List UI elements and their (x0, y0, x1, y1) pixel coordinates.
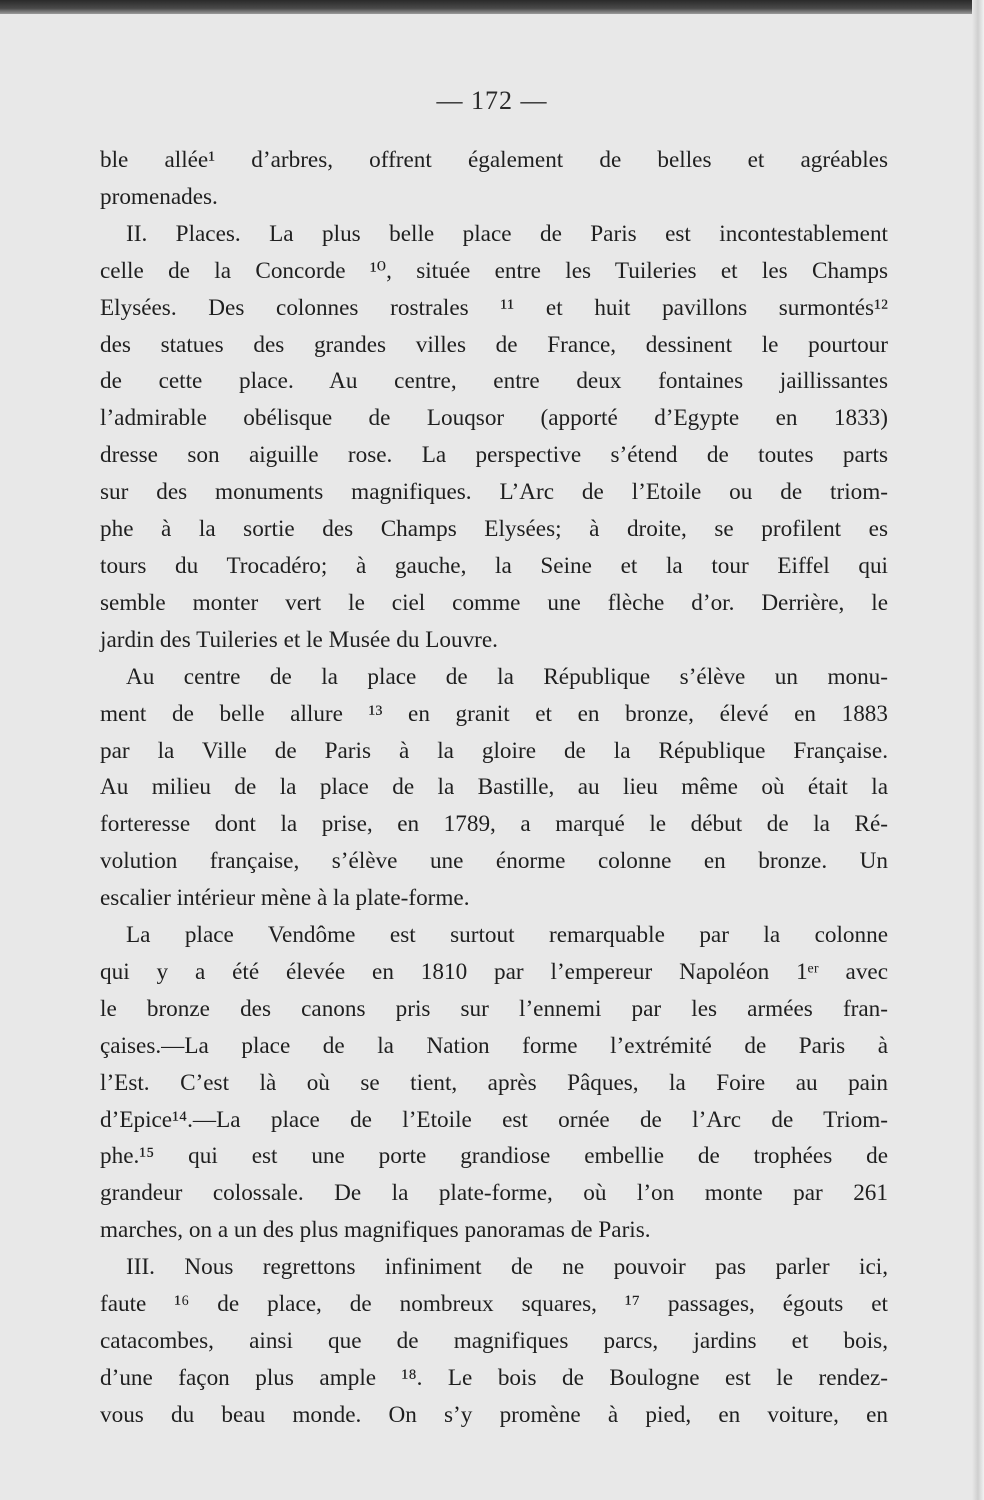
text-line: phe.¹⁵ qui est une porte grandiose embellie de trophées de (100, 1143, 888, 1170)
text-line: escalier intérieur mène à la plate-forme. (100, 885, 470, 912)
text-line: de cette place. Au centre, entre deux fontaines jaillissantes (100, 368, 888, 395)
paragraph (100, 142, 888, 216)
paragraph (100, 1249, 888, 1434)
text-line: ment de belle allure ¹³ en granit et en bronze, élevé en 1883 (100, 700, 888, 727)
text-line: Elysées. Des colonnes rostrales ¹¹ et huit pavillons surmontés¹² (100, 294, 888, 321)
text-line: tours du Trocadéro; à gauche, la Seine et la tour Eiffel qui (100, 552, 888, 579)
text-line: l’Est. C’est là où se tient, après Pâques, la Foire au pain (100, 1069, 888, 1096)
page-top-shadow (0, 0, 984, 14)
page-number: — 172 — (436, 86, 548, 115)
text-line: semble monter vert le ciel comme une flèche d’or. Derrière, le (100, 589, 888, 616)
text-line: Au milieu de la place de la Bastille, au lieu même où était la (100, 774, 888, 801)
text-line: promenades. (100, 183, 218, 210)
text-line: l’admirable obélisque de Louqsor (apporté d’Egypte en 1833) (100, 405, 888, 432)
text-line: phe à la sortie des Champs Elysées; à droite, se profilent es (100, 516, 888, 543)
body-text (100, 142, 888, 1434)
text-line: çaises.—La place de la Nation forme l’extrémité de Paris à (100, 1032, 888, 1059)
text-line: catacombes, ainsi que de magnifiques parcs, jardins et bois, (100, 1328, 888, 1354)
text-line: jardin des Tuileries et le Musée du Louvre. (100, 626, 498, 653)
text-line: ble allée¹ d’arbres, offrent également de belles et agréables (100, 147, 888, 173)
paragraph (100, 659, 888, 917)
text-line: dresse son aiguille rose. La perspective s’étend de toutes parts (100, 442, 888, 469)
text-line: sur des monuments magnifiques. L’Arc de l’Etoile ou de triom- (100, 479, 888, 506)
text-line: volution française, s’élève une énorme colonne en bronze. Un (100, 848, 888, 875)
text-line: grandeur colossale. De la plate-forme, où l’on monte par 261 (100, 1180, 888, 1207)
paragraph (100, 917, 888, 1249)
paragraph (100, 216, 888, 659)
text-line: celle de la Concorde ¹⁰, située entre les Tuileries et les Champs (100, 257, 888, 284)
text-line: La place Vendôme est surtout remarquable par la colonne (126, 922, 888, 949)
text-line: II. Places. La plus belle place de Paris est incontestablement (126, 220, 888, 247)
text-line: vous du beau monde. On s’y promène à pied, en voiture, en (100, 1401, 888, 1428)
text-line: marches, on a un des plus magnifiques panoramas de Paris. (100, 1217, 651, 1244)
text-line: des statues des grandes villes de France, dessinent le pourtour (100, 331, 888, 358)
text-line: III. Nous regrettons infiniment de ne pouvoir pas parler ici, (126, 1254, 888, 1281)
text-line: qui y a été élevée en 1810 par l’empereur Napoléon 1ᵉʳ avec (100, 958, 888, 985)
text-line: d’une façon plus ample ¹⁸. Le bois de Boulogne est le rendez- (100, 1364, 888, 1391)
text-line: par la Ville de Paris à la gloire de la République Française. (100, 737, 888, 764)
text-line: faute ¹⁶ de place, de nombreux squares, ¹⁷ passages, égouts et (100, 1291, 888, 1318)
text-line: Au centre de la place de la République s’élève un monu- (126, 663, 888, 690)
text-line: forteresse dont la prise, en 1789, a marqué le début de la Ré- (100, 811, 888, 838)
page-right-edge (972, 0, 984, 1500)
text-line: d’Epice¹⁴.—La place de l’Etoile est ornée de l’Arc de Triom- (100, 1106, 888, 1133)
text-line: le bronze des canons pris sur l’ennemi par les armées fran- (100, 995, 888, 1022)
